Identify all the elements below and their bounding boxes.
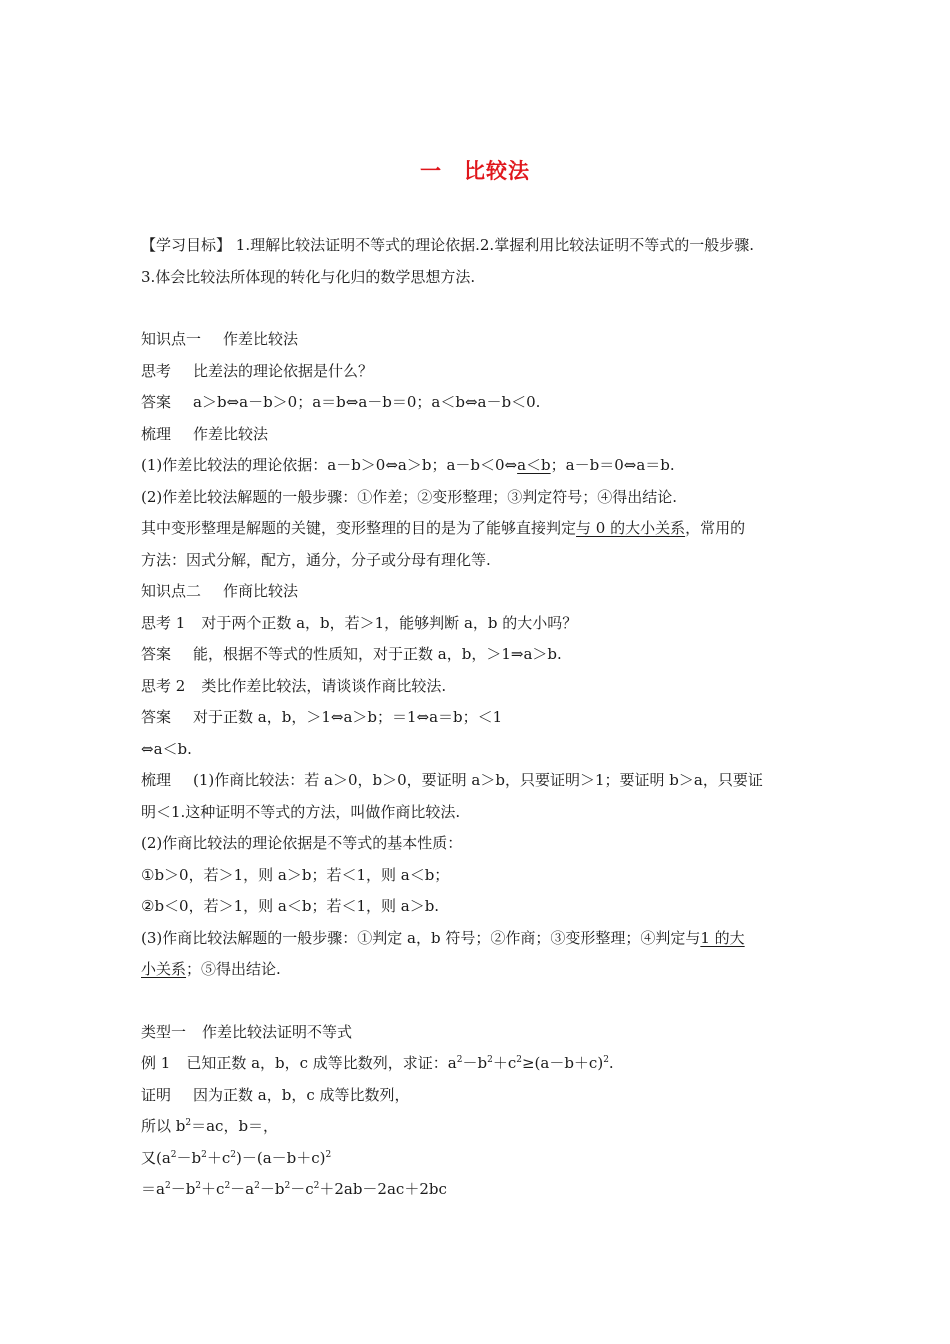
example-1-text-d: ≥(a－b＋c) [521, 1054, 604, 1072]
k2-sort-4 [141, 891, 813, 923]
k1-think-text: 比差法的理论依据是什么？ [193, 361, 374, 380]
example-1-label: 例 1 [141, 1054, 171, 1072]
k2-sort-2 [141, 828, 813, 860]
title-number: 一 [420, 159, 442, 183]
k2-sort-1-cont [141, 797, 813, 829]
k1-sort-label: 梳理 [141, 424, 172, 443]
k2-sort-1 [141, 765, 813, 797]
k1-think [141, 356, 813, 388]
proof-text: 因为正数 a，b，c 成等比数列， [193, 1085, 410, 1104]
proof-line-3 [141, 1174, 813, 1206]
proof-line-1-a: 所以 b [141, 1117, 186, 1135]
k2-answer-1-text: 能，根据不等式的性质知，对于正数 a，b，＞1⇒a＞b. [193, 645, 562, 663]
k2-sort-3 [141, 860, 813, 892]
k2-sort-1-cont-text: 明＜1.这种证明不等式的方法，叫做作商比较法. [141, 802, 461, 821]
k2-answer-2-label: 答案 [141, 708, 172, 726]
type1-heading [141, 1017, 813, 1049]
k1-heading-text: 作差比较法 [223, 330, 299, 348]
example-1-text-a: 已知正数 a，b，c 成等比数列，求证：a [186, 1054, 457, 1072]
page-title [0, 155, 950, 185]
k2-sort-5-text: (3)作商比较法解题的一般步骤：①判定 a，b 符号；②作商；③变形整理；④判定与 [141, 928, 701, 947]
k2-think-2 [141, 671, 813, 703]
k2-sort-5-underlined: 1 的大 [700, 928, 745, 947]
objectives-line-1 [141, 230, 813, 262]
superscript: 2 [313, 1181, 320, 1191]
k2-sort-6-tail: ；⑤得出结论. [186, 960, 281, 978]
superscript: 2 [201, 1149, 207, 1160]
k2-think-2-text: 类比作差比较法，请谈谈作商比较法. [201, 676, 447, 695]
k2-sort-label: 梳理 [141, 771, 172, 789]
k2-sort-2-text: (2)作商比较法的理论依据是不等式的基本性质： [141, 834, 463, 852]
k1-sort [141, 419, 813, 451]
proof-line-2-a: 又(a [141, 1148, 171, 1167]
k1-point-2 [141, 482, 813, 514]
superscript: 2 [456, 1055, 463, 1065]
superscript: 2 [164, 1181, 171, 1191]
k1-point-2-text: (2)作差比较法解题的一般步骤：①作差；②变形整理；③判定符号；④得出结论. [141, 487, 678, 506]
proof-label: 证明 [141, 1085, 172, 1104]
superscript: 2 [254, 1181, 260, 1191]
superscript: 2 [224, 1181, 231, 1191]
k2-think-1 [141, 608, 813, 640]
k1-think-label: 思考 [141, 361, 172, 380]
proof-line-2 [141, 1143, 813, 1175]
k2-sort-4-text: ②b＜0，若＞1，则 a＜b；若＜1，则 a＞b. [141, 897, 440, 915]
k2-think-2-label: 思考 2 [141, 676, 186, 695]
k2-answer-1 [141, 639, 813, 671]
proof-line-1 [141, 1111, 813, 1143]
k1-heading-label: 知识点一 [141, 330, 202, 348]
k2-heading [141, 576, 813, 608]
proof-line-3-e: －b [259, 1180, 285, 1198]
k1-point-1-tail: ；a－b＝0⇔a＝b. [550, 456, 675, 474]
objectives-text-2: 3.体会比较法所体现的转化与化归的数学思想方法. [141, 267, 476, 286]
proof-line-3-d: －a [230, 1180, 255, 1198]
k2-sort-5 [141, 923, 813, 955]
k1-point-3-underlined: 与 0 的大小关系 [576, 519, 686, 537]
proof-line-3-g: ＋2ab－2ac＋2bc [319, 1180, 447, 1198]
k1-point-1 [141, 450, 813, 482]
objectives-line-2 [141, 262, 813, 294]
k2-answer-2-cont-text: ⇔a＜b. [141, 739, 192, 758]
proof-line-2-b: －b [176, 1148, 202, 1167]
objectives-text-1: 1.理解比较法证明不等式的理论依据.2.掌握利用比较法证明不等式的一般步骤. [235, 236, 754, 254]
k1-point-3-text: 其中变形整理是解题的关键，变形整理的目的是为了能够直接判定 [141, 519, 577, 537]
k1-point-3-tail: ，常用的 [685, 519, 746, 537]
proof-line-2-c: ＋c [206, 1148, 231, 1167]
example-1-text-e: . [608, 1054, 614, 1072]
type1-heading-label: 类型一 [141, 1022, 187, 1041]
k2-answer-2 [141, 702, 813, 734]
k1-point-4-text: 方法：因式分解，配方，通分，分子或分母有理化等. [141, 550, 491, 569]
k2-heading-text: 作商比较法 [223, 582, 299, 600]
objectives-label: 【学习目标】 [141, 236, 232, 254]
superscript: 2 [170, 1149, 177, 1160]
k1-answer-text: a＞b⇔a－b＞0；a＝b⇔a－b＝0；a＜b⇔a－b＜0. [193, 393, 541, 411]
proof [141, 1080, 813, 1112]
proof-line-3-c: ＋c [201, 1180, 225, 1198]
superscript: 2 [230, 1149, 237, 1160]
superscript: 2 [325, 1149, 332, 1160]
superscript: 2 [284, 1181, 291, 1191]
example-1-text-c: ＋c [492, 1054, 517, 1072]
example-1 [141, 1048, 813, 1080]
superscript: 2 [603, 1055, 609, 1065]
k1-point-1-underlined: a＜b [517, 456, 551, 474]
proof-line-1-b: ＝ac，b＝， [191, 1117, 279, 1135]
superscript: 2 [185, 1118, 192, 1128]
title-text: 比较法 [464, 159, 530, 183]
k2-heading-label: 知识点二 [141, 582, 202, 600]
proof-line-2-d: )－(a－b＋c) [236, 1148, 326, 1167]
k1-sort-text: 作差比较法 [193, 424, 269, 443]
document-body [141, 230, 813, 1206]
superscript: 2 [487, 1055, 493, 1065]
k1-answer-label: 答案 [141, 393, 172, 411]
k2-think-1-label: 思考 1 [141, 613, 186, 632]
k2-sort-1-text: (1)作商比较法：若 a＞0，b＞0，要证明 a＞b，只要证明＞1；要证明 b＞a，只要证 [193, 771, 763, 789]
k2-answer-2-text: 对于正数 a，b，＞1⇔a＞b；＝1⇔a＝b；＜1 [193, 708, 503, 726]
proof-line-3-b: －b [170, 1180, 196, 1198]
k2-sort-6 [141, 954, 813, 986]
type1-heading-text: 作差比较法证明不等式 [202, 1022, 353, 1041]
k2-sort-6-underlined: 小关系 [141, 960, 187, 978]
superscript: 2 [195, 1181, 202, 1191]
k2-think-1-text: 对于两个正数 a，b，若＞1，能够判断 a，b 的大小吗？ [201, 613, 578, 632]
superscript: 2 [516, 1055, 522, 1065]
k1-point-1-text: (1)作差比较法的理论依据：a－b＞0⇔a＞b；a－b＜0⇔ [141, 456, 518, 474]
k2-answer-1-label: 答案 [141, 645, 172, 663]
proof-line-3-f: －c [290, 1180, 314, 1198]
k1-point-3 [141, 513, 813, 545]
example-1-text-b: －b [462, 1054, 488, 1072]
k1-point-4 [141, 545, 813, 577]
k2-sort-3-text: ①b＞0，若＞1，则 a＞b；若＜1，则 a＜b； [141, 865, 450, 884]
k1-answer [141, 387, 813, 419]
proof-line-3-a: ＝a [141, 1180, 165, 1198]
k1-heading [141, 324, 813, 356]
k2-answer-2-cont [141, 734, 813, 766]
